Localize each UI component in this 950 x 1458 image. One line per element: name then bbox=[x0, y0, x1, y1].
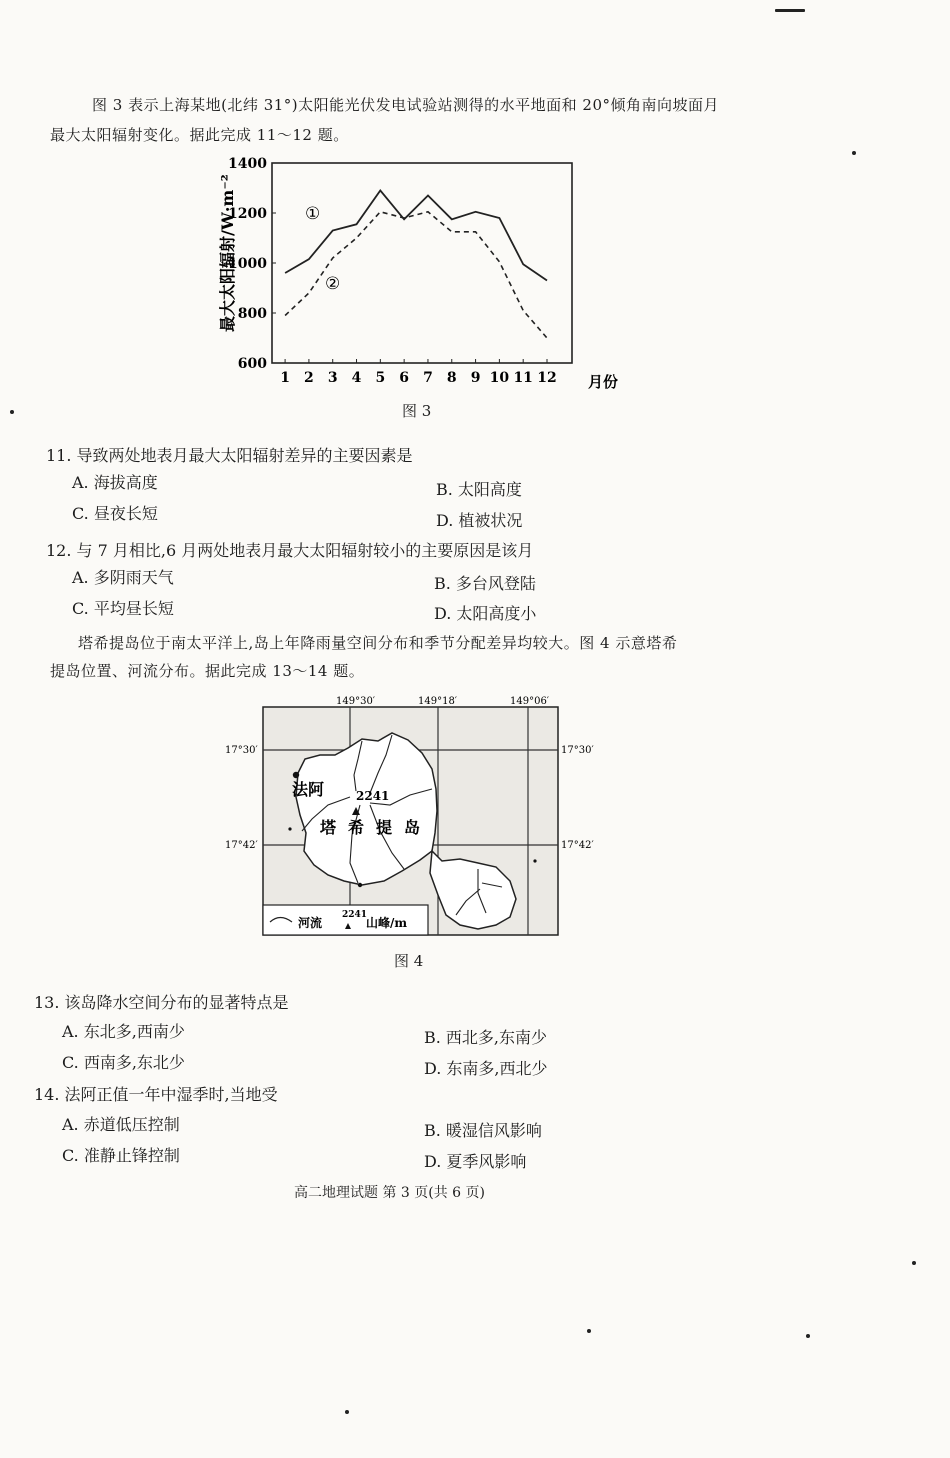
x-tick-label: 6 bbox=[399, 370, 410, 386]
x-tick-label: 12 bbox=[537, 370, 557, 386]
peak-value: 2241 bbox=[356, 789, 390, 803]
lon-label-3: 149°06′ bbox=[510, 696, 550, 707]
scan-speck bbox=[806, 1334, 810, 1338]
legend-peak-value: 2241 bbox=[342, 910, 368, 920]
intro1-line1: 图 3 表示上海某地(北纬 31°)太阳能光伏发电试验站测得的水平地面和 20°倾角南向坡面月 bbox=[92, 96, 719, 114]
x-tick-label: 3 bbox=[327, 370, 338, 386]
legend-peak-label: 山峰/m bbox=[366, 916, 408, 930]
scan-speck bbox=[345, 1410, 349, 1414]
q12-option-c[interactable]: C. 平均昼长短 bbox=[72, 599, 174, 618]
x-tick-label: 10 bbox=[489, 370, 510, 386]
q14-option-c[interactable]: C. 准静止锋控制 bbox=[62, 1146, 180, 1165]
figure4-caption: 图 4 bbox=[394, 952, 424, 970]
main-island-outline bbox=[296, 733, 437, 885]
town-marker bbox=[293, 772, 299, 778]
y-tick-label: 1400 bbox=[228, 156, 267, 172]
map-dot bbox=[358, 883, 362, 887]
map-dot bbox=[288, 827, 291, 830]
scan-speck bbox=[587, 1329, 591, 1333]
scan-speck bbox=[775, 9, 805, 12]
q13-option-b[interactable]: B. 西北多,东南少 bbox=[424, 1028, 548, 1047]
x-tick-label: 2 bbox=[304, 370, 314, 386]
q11-option-b[interactable]: B. 太阳高度 bbox=[436, 480, 522, 499]
intro2-line1: 塔希提岛位于南太平洋上,岛上年降雨量空间分布和季节分配差异均较大。图 4 示意塔希 bbox=[78, 634, 678, 652]
town-label: 法阿 bbox=[292, 780, 325, 799]
q11-option-a[interactable]: A. 海拔高度 bbox=[72, 473, 158, 492]
figure3-chart bbox=[200, 150, 640, 395]
q14-option-d[interactable]: D. 夏季风影响 bbox=[424, 1152, 527, 1171]
q13-option-c[interactable]: C. 西南多,东北少 bbox=[62, 1053, 185, 1072]
chart-frame bbox=[272, 163, 572, 363]
q12-option-b[interactable]: B. 多台风登陆 bbox=[434, 574, 536, 593]
figure3-caption: 图 3 bbox=[402, 402, 432, 420]
q11-stem: 11. 导致两处地表月最大太阳辐射差异的主要因素是 bbox=[46, 446, 413, 465]
intro1-line2: 最大太阳辐射变化。据此完成 11～12 题。 bbox=[50, 126, 349, 144]
lat-label-2-right: 17°42′ bbox=[561, 840, 594, 851]
x-tick-label: 8 bbox=[446, 370, 457, 386]
y-tick-label: 1000 bbox=[228, 256, 267, 272]
scan-speck bbox=[852, 151, 856, 155]
scan-speck bbox=[10, 410, 14, 414]
lon-label-2: 149°18′ bbox=[418, 696, 458, 707]
y-tick-label: 800 bbox=[237, 306, 267, 322]
legend-river-label: 河流 bbox=[298, 916, 323, 930]
x-tick-label: 4 bbox=[351, 370, 362, 386]
x-tick-label: 9 bbox=[470, 370, 481, 386]
series-1-label: ① bbox=[305, 204, 321, 224]
x-tick-label: 7 bbox=[423, 370, 433, 386]
lat-label-1-left: 17°30′ bbox=[225, 745, 258, 756]
series-1-line bbox=[285, 191, 547, 281]
island-char-1: 塔 bbox=[320, 818, 337, 837]
lat-label-2-left: 17°42′ bbox=[225, 840, 258, 851]
x-tick-label: 11 bbox=[513, 370, 533, 386]
x-tick-label: 1 bbox=[280, 370, 290, 386]
q11-option-c[interactable]: C. 昼夜长短 bbox=[72, 504, 158, 523]
figure4-map bbox=[220, 693, 600, 943]
q14-option-a[interactable]: A. 赤道低压控制 bbox=[62, 1115, 180, 1134]
q12-option-d[interactable]: D. 太阳高度小 bbox=[434, 604, 537, 623]
lat-label-1-right: 17°30′ bbox=[561, 745, 594, 756]
island-char-2: 希 bbox=[348, 818, 365, 837]
series-2-label: ② bbox=[325, 274, 341, 294]
q13-option-d[interactable]: D. 东南多,西北少 bbox=[424, 1059, 548, 1078]
island-char-3: 提 bbox=[376, 818, 393, 837]
q14-option-b[interactable]: B. 暖湿信风影响 bbox=[424, 1121, 542, 1140]
scan-speck bbox=[912, 1261, 916, 1265]
q13-stem: 13. 该岛降水空间分布的显著特点是 bbox=[34, 993, 289, 1012]
x-tick-label: 5 bbox=[375, 370, 386, 386]
q11-option-d[interactable]: D. 植被状况 bbox=[436, 511, 523, 530]
q12-stem: 12. 与 7 月相比,6 月两处地表月最大太阳辐射较小的主要原因是该月 bbox=[46, 541, 534, 560]
page-footer: 高二地理试题 第 3 页(共 6 页) bbox=[294, 1185, 485, 1201]
lon-label-1: 149°30′ bbox=[336, 696, 376, 707]
x-axis-label: 月份 bbox=[588, 373, 619, 391]
map-dot bbox=[533, 859, 536, 862]
y-tick-label: 1200 bbox=[228, 206, 267, 222]
q14-stem: 14. 法阿正值一年中湿季时,当地受 bbox=[34, 1085, 278, 1104]
intro2-line2: 提岛位置、河流分布。据此完成 13～14 题。 bbox=[50, 662, 365, 680]
y-tick-label: 600 bbox=[237, 356, 267, 372]
q13-option-a[interactable]: A. 东北多,西南少 bbox=[62, 1022, 185, 1041]
q12-option-a[interactable]: A. 多阴雨天气 bbox=[72, 568, 174, 587]
y-axis-label: 最大太阳辐射/W·m⁻² bbox=[218, 174, 237, 332]
island-char-4: 岛 bbox=[404, 818, 421, 837]
